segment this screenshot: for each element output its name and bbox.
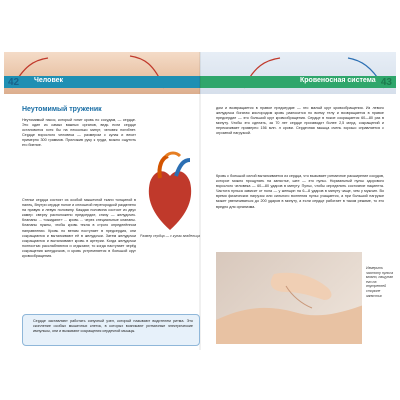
callout-box	[22, 314, 200, 346]
heart-caption: Размер сердца — с кулак владельца	[140, 234, 200, 238]
right-body-paragraph-1: дом и возвращается в правое предсердие — это малый круг кровообращения. Из левого желудочка богатая кислородом кровь разносится по всему телу и возвращается в правое предсердие — это большой круг кровообращения. Сердце в покое сокращается 60—80 раз в минуту. Чтобы это сделать, за 70 лет сердце производит более 2,5 млрд. сокращений и перекачивает примерно 156 млн. л крови. Сердечная мышца очень хорошо справляется с огромной нагрузкой.	[216, 106, 384, 136]
page-title: Неутомимый труженик	[22, 106, 102, 113]
right-body-paragraph-2: Кровь с большой силой выталкивается из сердца, что вызывает ритмичное расширение сосудов, которое можно прощупать на запястье, шее — это пульс. Нормальный пульс здорового взрослого человека — 60—80 ударов в минуту. Пульс, чтобы определить состояние пациента. Частота пульса зависит от пола — у женщин на 6—8 ударов в минуту чаще, чем у мужчин. Во время физических нагрузок или сильного волнения пульс учащается, а при большой нагрузке может увеличиваться до 200 ударов в минуту, а если сердце работает в таком режиме, то это вредно для организма.	[216, 174, 384, 209]
left-body-paragraph-2: Стенки сердца состоят из особой мышечной ткани толщиной в палец. Внутри сердце полое и сплошной перегородкой разделено на правую и левую половину. Каждая половина состоит из двух камер: сверху расположено предсердие, снизу — желудочек. Клапаны ... «ожидают» ... кровь ... через специальные клапаны. Клапаны нужны, чтобы кровь текла в строго определённом направлении. Кровь по венам поступает в предсердия, они сокращаются и выталкивают её в желудочки. Затем желудочки сокращаются и выталкивают кровь в артерии. Когда желудочки полностью расслабляются и отдыхают, то когда наступает черёд сокращения желудочков, и кровь устремляется в большой круг кровообращения.	[22, 198, 136, 259]
heart-illustration	[142, 150, 198, 236]
spine-shadow	[199, 52, 201, 350]
pulse-photo	[216, 252, 362, 344]
right-section-title: Кровеносная система	[300, 77, 376, 84]
pulse-caption: Измерить частоту пульса можно, нащупав его на внутренней стороне запястья	[366, 266, 394, 298]
left-section-title: Человек	[34, 77, 64, 84]
right-page-number: 43	[380, 77, 392, 88]
left-body-paragraph-1: Неутомимый насос, который гонит кровь по сосудам, — сердце. Это один из самых важных органов, ведь если сердце остановится хотя бы на несколько минут, человек погибнет. Сердце взрослого человека — размером с кулак и весит примерно 300 граммов. Приложив руку к груди, можно ощутить его биение.	[22, 118, 136, 148]
callout-text: Сердце заставляют работать синусный узел, который называют водителем ритма. Это скопление особых мышечных клеток, в которых возникают ритмичные электрические импульсы, они и вызывают сокращения сердечной мышцы.	[33, 319, 193, 334]
left-page-number: 42	[8, 77, 20, 88]
hand-illustration	[216, 252, 362, 344]
book-spread	[4, 52, 396, 350]
